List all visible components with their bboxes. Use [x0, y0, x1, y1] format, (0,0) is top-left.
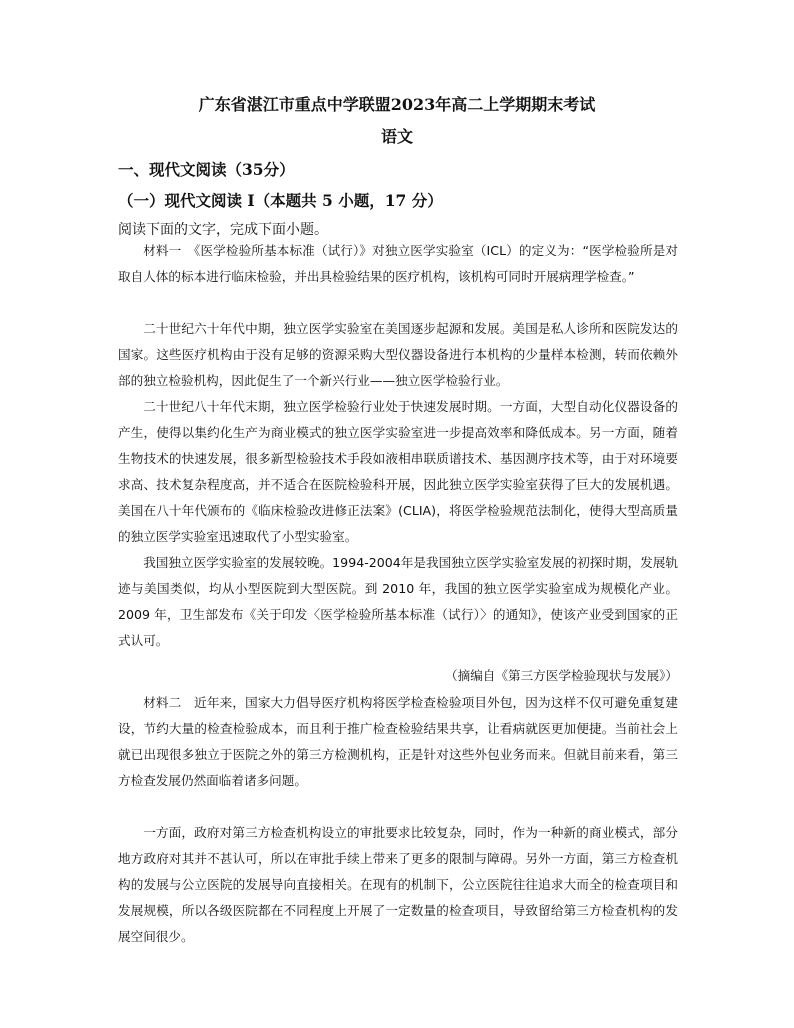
- exam-title: 广东省湛江市重点中学联盟2023年高二上学期期末考试: [198, 95, 596, 114]
- material-one-definition: 材料一 《医学检验所基本标准（试行）》对独立医学实验室（ICL）的定义为：“医学检验所是对取自人体的标本进行临床检验，并出具检验结果的医疗机构，该机构可同时开展病理学检查。”: [118, 243, 678, 284]
- paragraph-us-origin: 二十世纪六十年代中期，独立医学实验室在美国逐步起源和发展。美国是私人诊所和医院发达的国家。这些医疗机构由于没有足够的资源采购大型仪器设备进行本机构的少量样本检测，转而依赖外部的独立检验机构，因此促生了一个新兴行业——独立医学检验行业。: [118, 321, 678, 388]
- paragraph-rapid-growth: 二十世纪八十年代末期，独立医学检验行业处于快速发展时期。一方面，大型自动化仪器设备的产生，使得以集约化生产为商业模式的独立医学实验室进一步提高效率和降低成本。另一方面，随着生物技术的快速发展，很多新型检验技术手段如液相串联质谱技术、基因测序技术等，由于对环境要求高、技术复杂程度高，并不适合在医院检验科开展，因此独立医学实验室获得了巨大的发展机遇。美国在八十年代颁布的《临床检验改进修正法案》(CLIA)，将医学检验规范法制化，使得大型高质量的独立医学实验室迅速取代了小型实验室。: [118, 399, 678, 544]
- paragraph-challenges: 一方面，政府对第三方检查机构设立的审批要求比较复杂，同时，作为一种新的商业模式，部分地方政府对其并不甚认可，所以在审批手续上带来了更多的限制与障碍。另外一方面，第三方检查机构的发展与公立医院的发展导向直接相关。在现有的机制下，公立医院往往追求大而全的检查项目和发展规模，所以各级医院都在不同程度上开展了一定数量的检查项目，导致留给第三方检查机构的发展空间很少。: [118, 825, 678, 944]
- material-two-intro: 材料二 近年来，国家大力倡导医疗机构将医学检查检验项目外包，因为这样不仅可避免重复建设，节约大量的检查检验成本，而且利于推广检查检验结果共享，让看病就医更加便捷。当前社会上就已出现很多独立于医院之外的第三方检测机构，正是针对这些外包业务而来。但就目前来看，第三方检查发展仍然面临着诸多问题。: [118, 695, 678, 788]
- paragraph-china-development: 我国独立医学实验室的发展较晚。1994-2004年是我国独立医学实验室发展的初探时期，发展轨迹与美国类似，均从小型医院到大型医院。到 2010 年，我国的独立医学实验室成为规模化产业。2009 年，卫生部发布《关于印发〈医学检验所基本标准（试行）〉的通知》，使该产业受到国家的正式认可。: [118, 555, 678, 648]
- subject-title: 语文: [380, 127, 413, 146]
- reading-instruction: 阅读下面的文字，完成下面小题。: [118, 222, 328, 238]
- section-heading: 一、现代文阅读（35分）: [118, 160, 295, 179]
- source-note: （摘编自《第三方医学检验现状与发展》）: [445, 668, 678, 683]
- subsection-heading: （一）现代文阅读 I（本题共 5 小题，17 分）: [118, 191, 443, 210]
